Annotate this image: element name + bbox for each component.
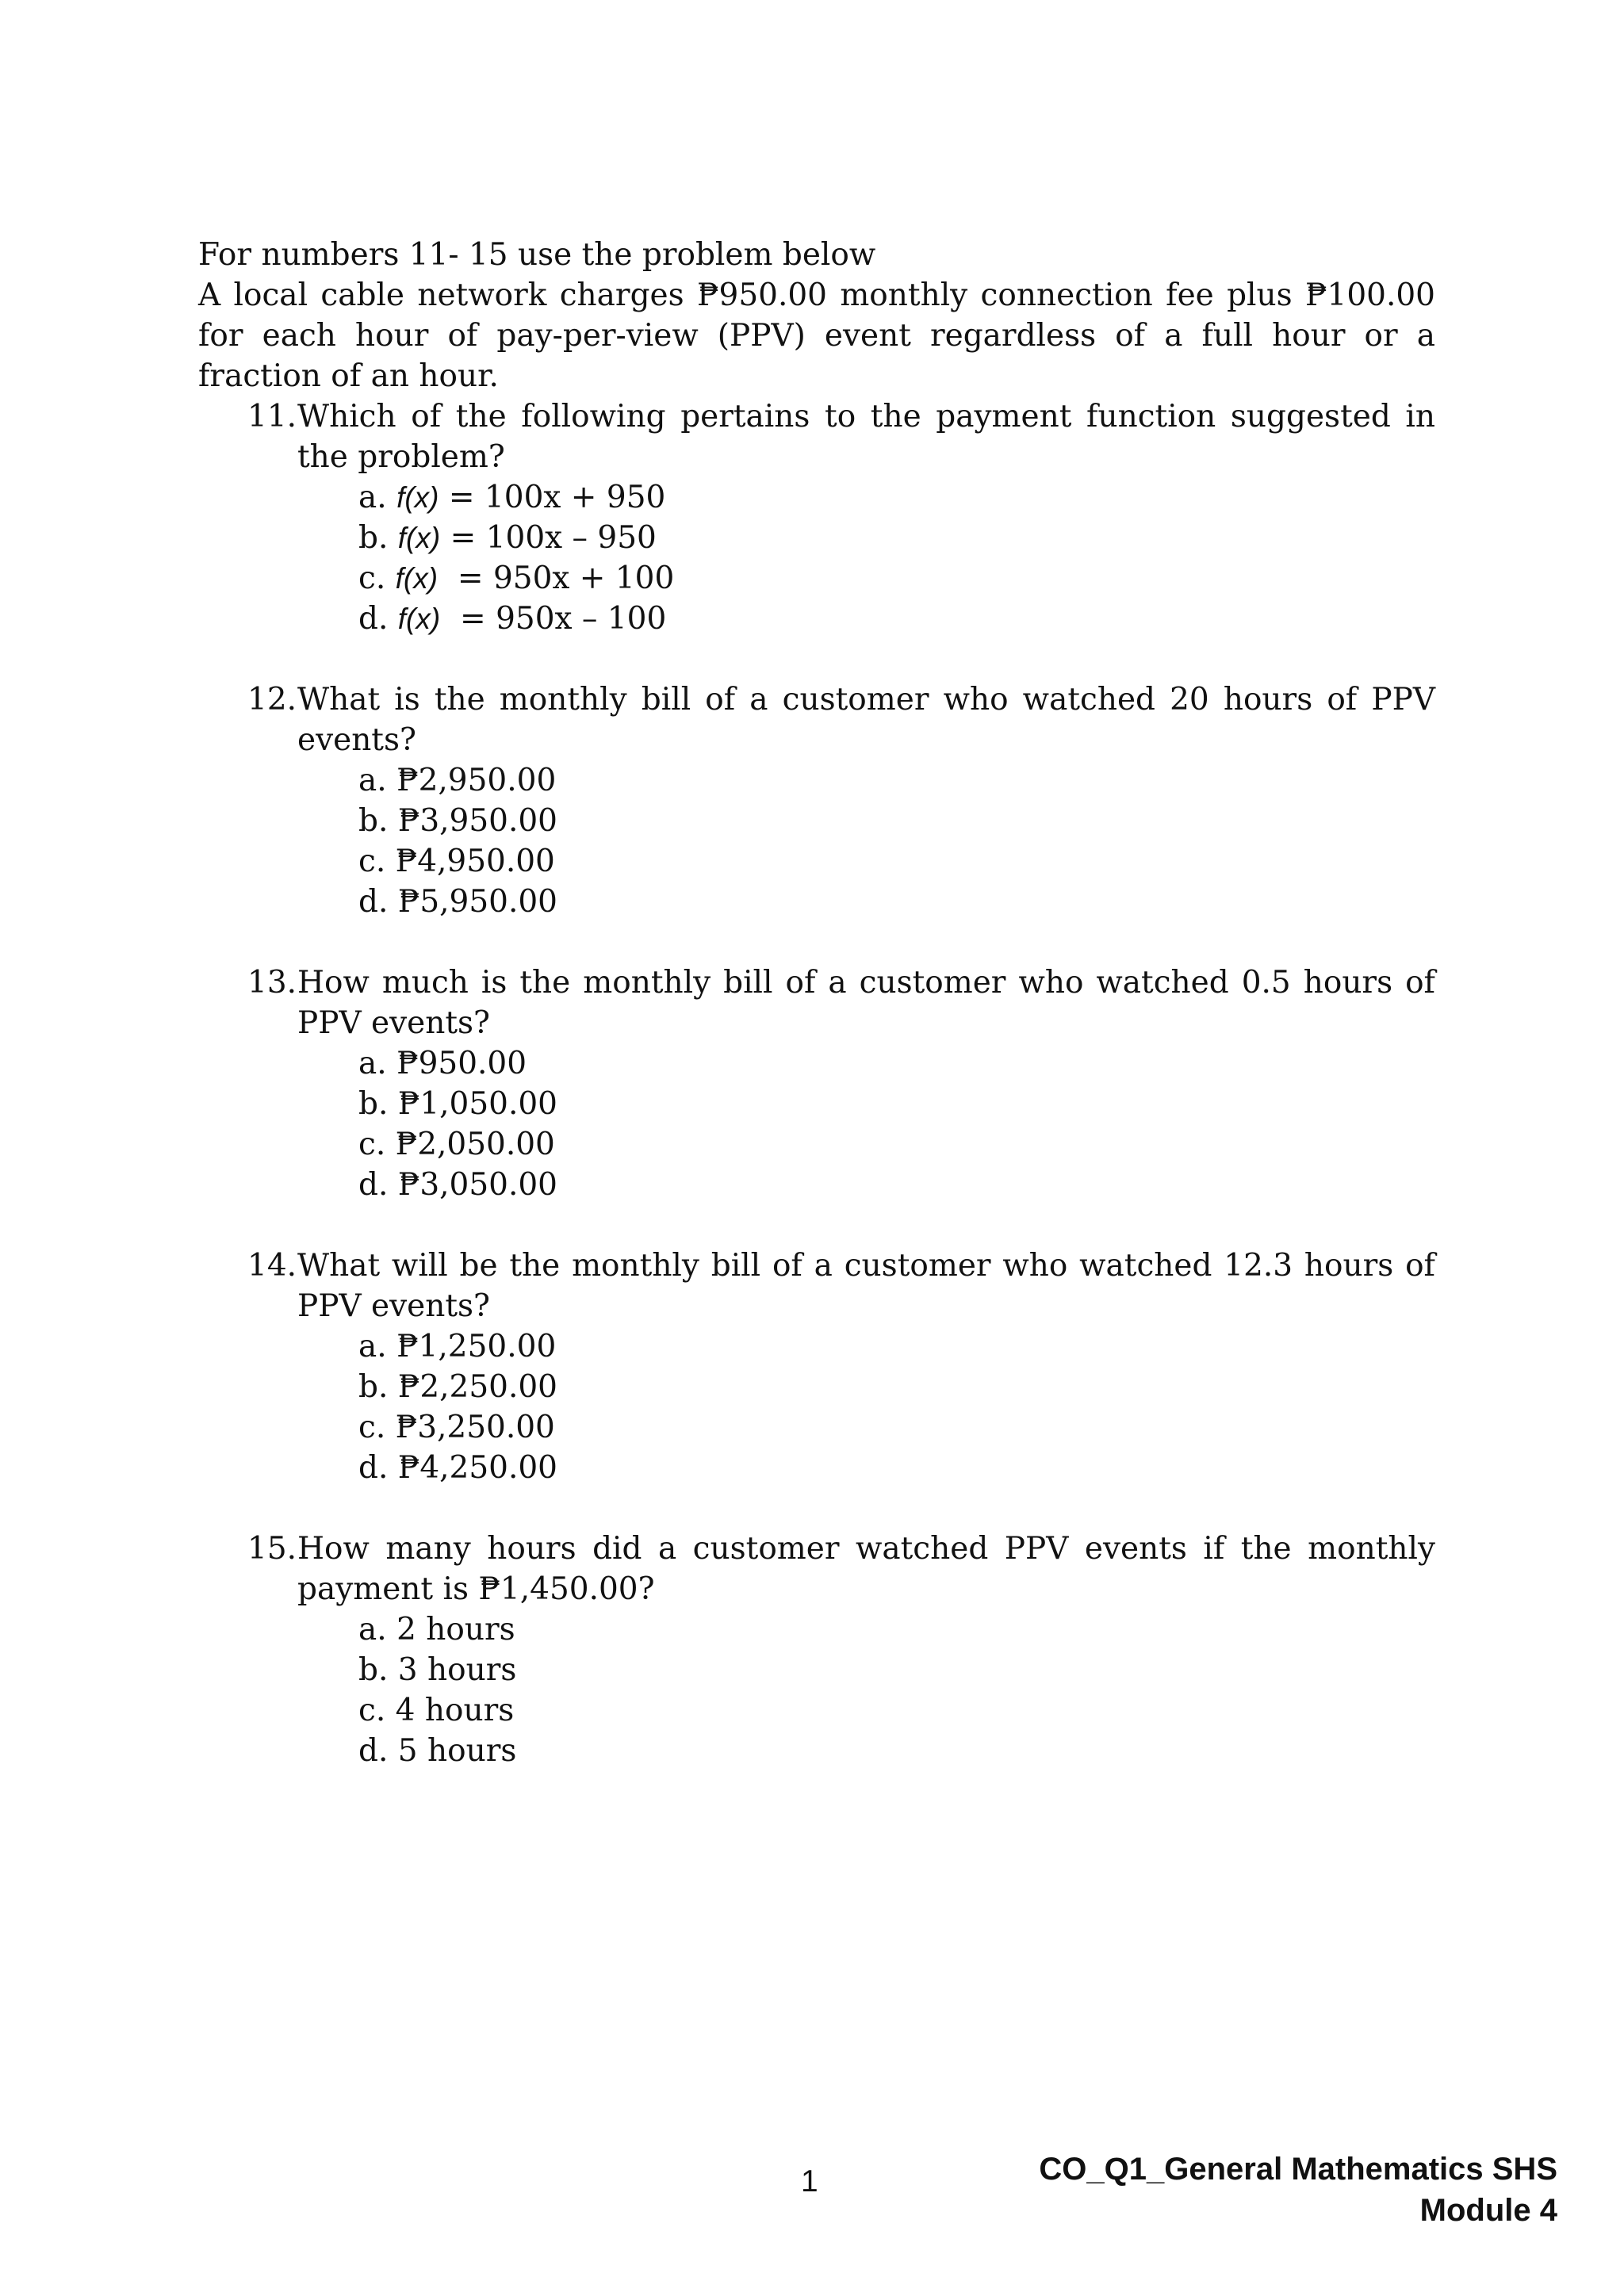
choice-text: 3 hours xyxy=(397,1652,517,1688)
choice-b xyxy=(358,518,1435,558)
module-footer xyxy=(1039,2149,1557,2231)
choice-letter: b. xyxy=(358,803,389,839)
choice-b xyxy=(358,1650,1435,1690)
choice-letter: a. xyxy=(358,480,387,515)
choice-letter: a. xyxy=(358,1046,387,1081)
question-13 xyxy=(198,962,1435,1205)
choice-text: 4 hours xyxy=(395,1693,515,1728)
choice-letter: c. xyxy=(358,1127,386,1162)
question-text: What will be the monthly bill of a customer who watched 12.3 hours of PPV events? xyxy=(297,1248,1435,1324)
choice-letter: b. xyxy=(358,1369,389,1405)
function-expression: = 950x + 100 xyxy=(438,561,675,596)
choice-letter: b. xyxy=(358,1086,389,1122)
choice-text: ₱2,950.00 xyxy=(396,763,557,798)
choice-text: ₱3,250.00 xyxy=(395,1410,555,1445)
question-number: 12. xyxy=(247,682,297,718)
function-expression: = 100x + 950 xyxy=(439,480,666,515)
choice-list xyxy=(297,1609,1435,1771)
choice-d xyxy=(358,1165,1435,1205)
choice-list xyxy=(297,760,1435,922)
question-number: 13. xyxy=(247,965,297,1001)
choice-letter: c. xyxy=(358,844,386,879)
choice-d xyxy=(358,599,1435,639)
choice-a xyxy=(358,1043,1435,1084)
choice-a xyxy=(358,1326,1435,1367)
question-text: Which of the following pertains to the payment function suggested in the problem? xyxy=(297,399,1435,475)
choice-c xyxy=(358,841,1435,882)
choice-b xyxy=(358,801,1435,841)
choice-letter: c. xyxy=(358,1693,386,1728)
choice-a xyxy=(358,477,1435,518)
module-number: Module 4 xyxy=(1419,2193,1557,2228)
problem-statement: A local cable network charges ₱950.00 monthly connection fee plus ₱100.00 for each hour of pay-per-view (PPV) event regardless of a full hour or a fraction of an hour. xyxy=(198,277,1435,394)
choice-text: ₱3,950.00 xyxy=(397,803,557,839)
function-expression: = 950x – 100 xyxy=(440,601,667,637)
choice-letter: a. xyxy=(358,763,387,798)
question-text: What is the monthly bill of a customer who watched 20 hours of PPV events? xyxy=(297,682,1435,758)
choice-text: ₱2,250.00 xyxy=(397,1369,557,1405)
choice-c xyxy=(358,1124,1435,1165)
choice-letter: b. xyxy=(358,520,389,556)
choice-letter: d. xyxy=(358,1733,389,1769)
function-notation: f(x) xyxy=(396,481,439,514)
choice-letter: c. xyxy=(358,561,386,596)
instructions-line: For numbers 11- 15 use the problem below xyxy=(198,237,876,273)
choice-list xyxy=(297,477,1435,639)
choice-c xyxy=(358,1407,1435,1448)
choice-a xyxy=(358,760,1435,801)
choice-text: ₱1,050.00 xyxy=(397,1086,557,1122)
choice-text: ₱4,950.00 xyxy=(395,844,555,879)
choice-b xyxy=(358,1367,1435,1407)
page-number: 1 xyxy=(801,2164,818,2198)
question-11 xyxy=(198,396,1435,639)
choice-letter: a. xyxy=(358,1329,387,1364)
choice-text: ₱5,950.00 xyxy=(397,884,557,920)
choice-b xyxy=(358,1084,1435,1124)
choice-letter: b. xyxy=(358,1652,389,1688)
choice-text: ₱2,050.00 xyxy=(395,1127,555,1162)
question-text: How much is the monthly bill of a customer who watched 0.5 hours of PPV events? xyxy=(297,965,1435,1041)
choice-letter: d. xyxy=(358,1167,389,1203)
choice-d xyxy=(358,1731,1435,1771)
function-notation: f(x) xyxy=(395,562,439,595)
choice-list xyxy=(297,1326,1435,1488)
choice-letter: d. xyxy=(358,601,389,637)
question-14 xyxy=(198,1246,1435,1488)
choice-text: ₱1,250.00 xyxy=(396,1329,557,1364)
choice-letter: c. xyxy=(358,1410,386,1445)
question-15 xyxy=(198,1529,1435,1771)
question-number: 11. xyxy=(247,399,297,434)
document-body xyxy=(198,235,1435,1771)
choice-letter: d. xyxy=(358,1450,389,1486)
choice-d xyxy=(358,882,1435,922)
choice-text: ₱950.00 xyxy=(396,1046,527,1081)
choice-list xyxy=(297,1043,1435,1205)
choice-c xyxy=(358,1690,1435,1731)
module-title: CO_Q1_General Mathematics SHS xyxy=(1039,2152,1557,2187)
question-number: 15. xyxy=(247,1531,297,1567)
function-notation: f(x) xyxy=(397,603,441,635)
choice-c xyxy=(358,558,1435,599)
choice-letter: d. xyxy=(358,884,389,920)
choice-text: 5 hours xyxy=(397,1733,517,1769)
function-expression: = 100x – 950 xyxy=(440,520,657,556)
function-notation: f(x) xyxy=(397,522,441,554)
question-12 xyxy=(198,679,1435,922)
choice-text: ₱4,250.00 xyxy=(397,1450,557,1486)
question-number: 14. xyxy=(247,1248,297,1284)
choice-d xyxy=(358,1448,1435,1488)
choice-text: 2 hours xyxy=(396,1612,515,1647)
question-text: How many hours did a customer watched PPV events if the monthly payment is ₱1,450.00? xyxy=(297,1531,1435,1607)
choice-a xyxy=(358,1609,1435,1650)
choice-text: ₱3,050.00 xyxy=(397,1167,557,1203)
choice-letter: a. xyxy=(358,1612,387,1647)
